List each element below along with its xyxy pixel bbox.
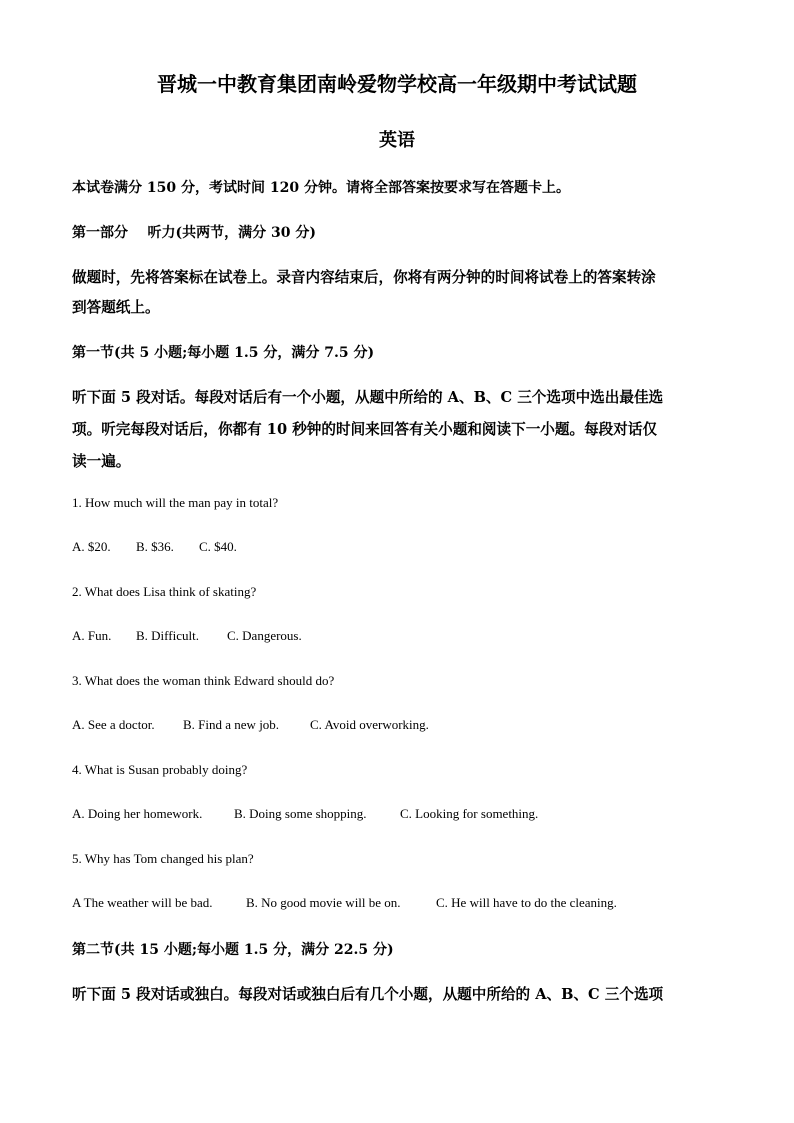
- option-b: B. $36.: [136, 539, 174, 554]
- option-b: B. Difficult.: [136, 628, 199, 643]
- intro-text: 本试卷满分 150 分，考试时间 120 分钟。请将全部答案按要求写在答题卡上。: [72, 180, 570, 196]
- option-c: C. Dangerous.: [227, 628, 302, 643]
- section1-heading: 第一节(共 5 小题;每小题 1.5 分，满分 7.5 分): [72, 345, 375, 361]
- exam-title: 晋城一中教育集团南岭爱物学校高一年级期中考试试题: [157, 72, 637, 96]
- option-c: C. $40.: [199, 539, 237, 554]
- question-options: [72, 895, 617, 911]
- section2-instruction-line1: 听下面 5 段对话或独白。每段对话或独白后有几个小题，从题中所给的 A、B、C 三个选项: [72, 986, 664, 1003]
- section2-heading: 第二节(共 15 小题;每小题 1.5 分，满分 22.5 分): [72, 942, 394, 958]
- part1-instruction-line1: 做题时，先将答案标在试卷上。录音内容结束后，你将有两分钟的时间将试卷上的答案转涂: [72, 269, 656, 286]
- option-b: B. Doing some shopping.: [234, 806, 367, 821]
- option-c: C. Avoid overworking.: [310, 717, 429, 732]
- option-c: C. He will have to do the cleaning.: [436, 895, 617, 910]
- question-text: 1. How much will the man pay in total?: [72, 495, 279, 510]
- section1-instruction-line2: 项。听完每段对话后，你都有 10 秒钟的时间来回答有关小题和阅读下一小题。每段对话仅: [72, 421, 658, 438]
- part1-heading: 第一部分 听力(共两节，满分 30 分): [72, 225, 316, 241]
- question-text: 5. Why has Tom changed his plan?: [72, 851, 254, 866]
- question-options: [72, 539, 237, 555]
- section1-instruction-line3: 读一遍。: [72, 453, 131, 470]
- question-text: 3. What does the woman think Edward should do?: [72, 673, 335, 688]
- subject-title: 英语: [379, 130, 415, 151]
- option-c: C. Looking for something.: [400, 806, 539, 821]
- question-options: [72, 806, 538, 822]
- option-a: A. Doing her homework.: [72, 806, 203, 821]
- question-text: 2. What does Lisa think of skating?: [72, 584, 257, 599]
- question-options: [72, 628, 302, 644]
- part1-instruction-line2: 到答题纸上。: [72, 299, 160, 316]
- option-b: B. Find a new job.: [183, 717, 280, 732]
- question-text: 4. What is Susan probably doing?: [72, 762, 248, 777]
- question-options: [72, 717, 429, 733]
- option-a: A The weather will be bad.: [72, 895, 213, 910]
- section1-instruction-line1: 听下面 5 段对话。每段对话后有一个小题，从题中所给的 A、B、C 三个选项中选出最佳选: [72, 389, 664, 406]
- option-a: A. $20.: [72, 539, 111, 554]
- option-a: A. Fun.: [72, 628, 112, 643]
- option-a: A. See a doctor.: [72, 717, 155, 732]
- option-b: B. No good movie will be on.: [246, 895, 401, 910]
